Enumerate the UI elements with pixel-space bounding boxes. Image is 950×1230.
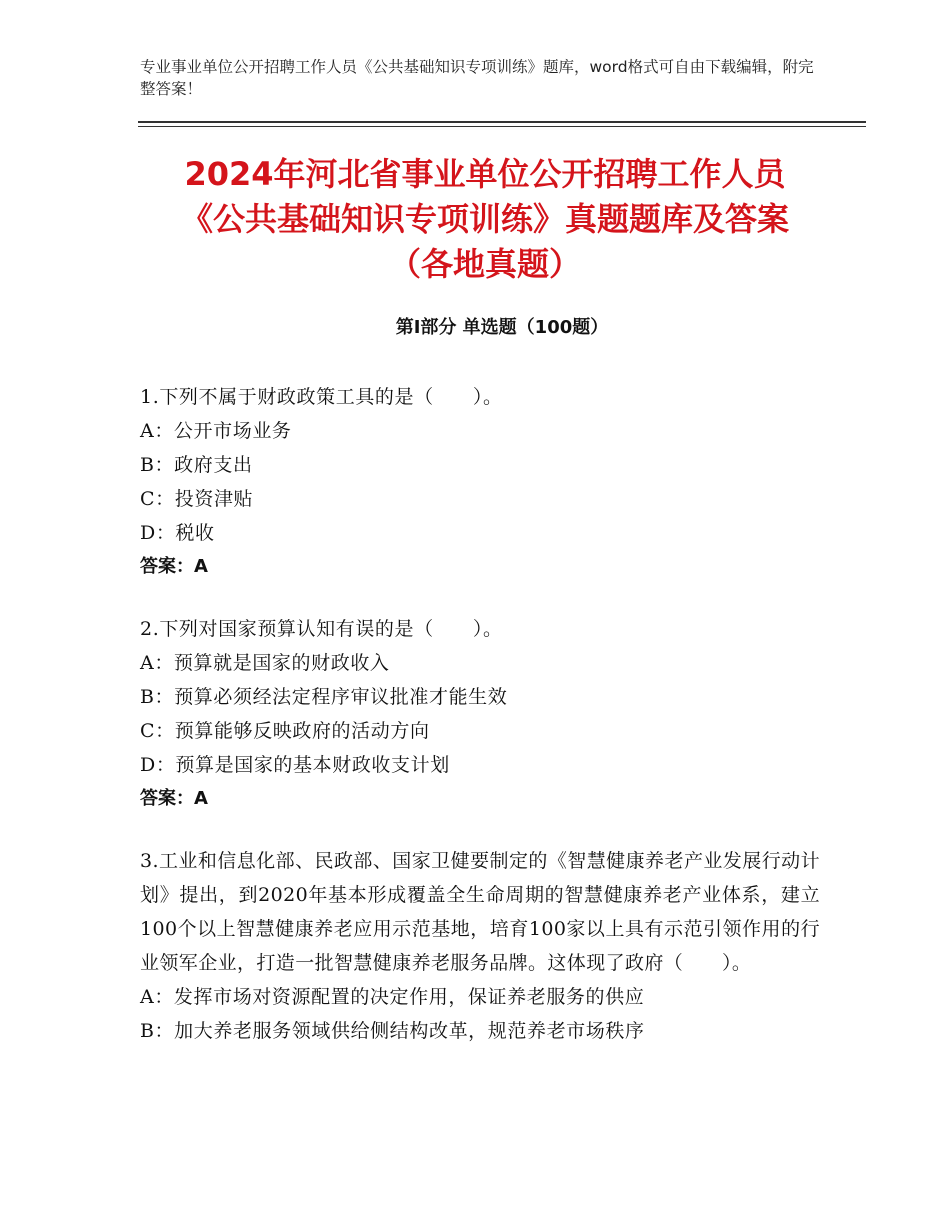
title-line-1: 2024年河北省事业单位公开招聘工作人员 (184, 155, 786, 193)
option-d: D：税收 (140, 522, 215, 544)
question-stem: 1.下列不属于财政政策工具的是（ ）。 (140, 386, 503, 408)
option-a: A：发挥市场对资源配置的决定作用，保证养老服务的供应 (140, 986, 645, 1008)
option-c: C：预算能够反映政府的活动方向 (140, 720, 430, 742)
section-title: 第Ⅰ部分 单选题（100题） (395, 317, 609, 338)
answer: 答案：A (140, 556, 208, 577)
answer: 答案：A (140, 788, 208, 809)
option-c: C：投资津贴 (140, 488, 254, 510)
option-a: A：公开市场业务 (140, 420, 292, 442)
option-b: B：预算必须经法定程序审议批准才能生效 (140, 686, 508, 708)
question-stem: 3.工业和信息化部、民政部、国家卫健要制定的《智慧健康养老产业发展行动计划》提出，到2020年基本形成覆盖全生命周期的智慧健康养老产业体系，建立100个以上智慧健康养老应用示范基地，培育100家以上具有示范引领作用的行业领军企业，打造一批智慧健康养老服务品牌。这体现了政府（ ）。 (140, 850, 820, 974)
header-note: 专业事业单位公开招聘工作人员《公共基础知识专项训练》题库，word格式可自由下载编辑，附完整答案！ (140, 58, 814, 98)
question-3 (140, 844, 820, 1048)
question-2 (140, 612, 820, 816)
document-title (120, 152, 850, 287)
question-list (140, 380, 820, 1076)
option-d: D：预算是国家的基本财政收支计划 (140, 754, 450, 776)
option-a: A：预算就是国家的财政收入 (140, 652, 390, 674)
question-1 (140, 380, 820, 584)
option-b: B：加大养老服务领域供给侧结构改革，规范养老市场秩序 (140, 1020, 645, 1042)
question-stem: 2.下列对国家预算认知有误的是（ ）。 (140, 618, 503, 640)
title-line-3: （各地真题） (388, 245, 581, 283)
header-rule-thin (138, 126, 866, 127)
option-b: B：政府支出 (140, 454, 253, 476)
title-line-2: 《公共基础知识专项训练》真题题库及答案 (180, 200, 789, 238)
header-rule-thick (138, 121, 866, 123)
